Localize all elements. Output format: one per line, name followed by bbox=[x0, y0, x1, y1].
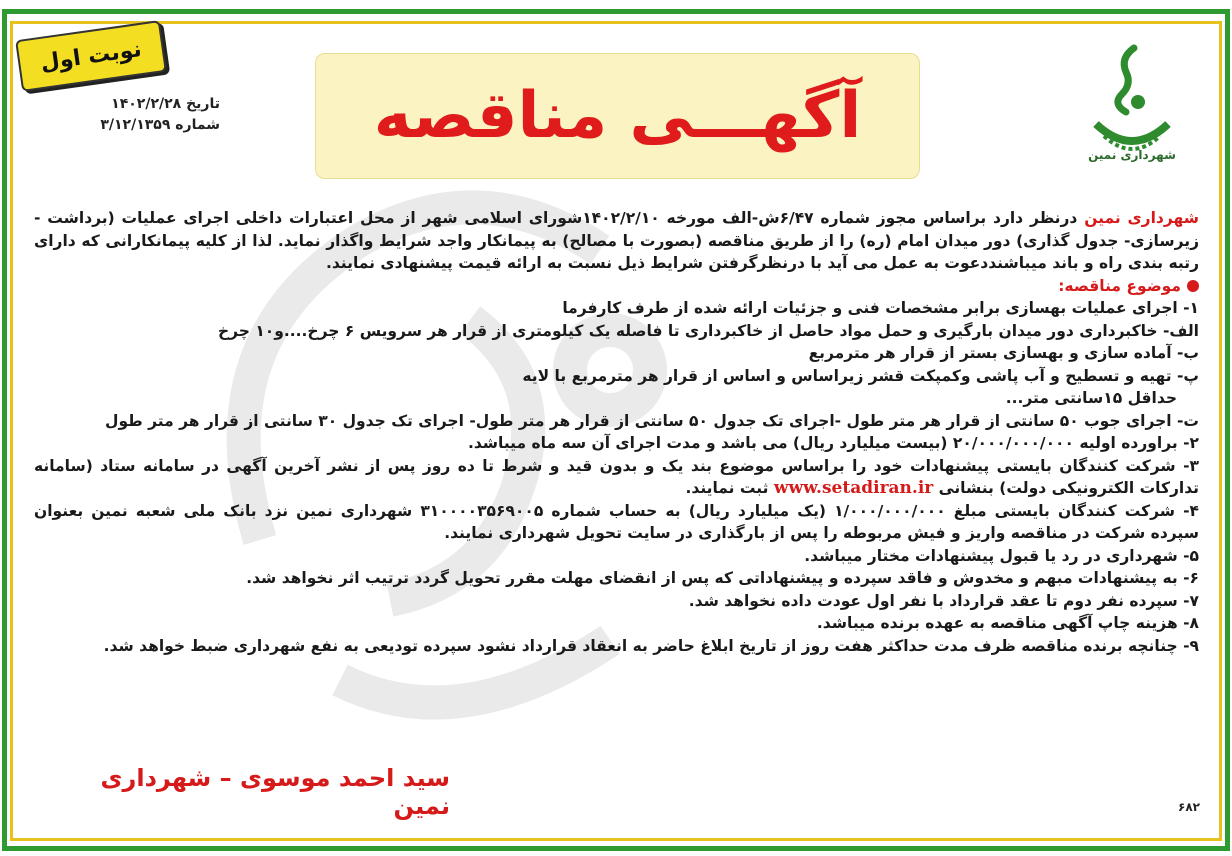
item3-suffix: ثبت نمایند. bbox=[685, 479, 774, 497]
list-item: ۱- اجرای عملیات بهسازی برابر مشخصات فنی و جزئیات ارائه شده از طرف کارفرما bbox=[562, 299, 1199, 317]
list-item: حداقل ۱۵سانتی متر... bbox=[1005, 389, 1177, 407]
list-item: ۴- شرکت کنندگان بایستی مبلغ ۱/۰۰۰/۰۰۰/۰۰۰ (یک میلیارد ریال) به حساب شماره ۳۱۰۰۰۰۳۵۶۹۰۰۵ شهرداری نمین نزد بانک ملی شعبه نمین بعنوان سپرده شرکت در مناقصه واریز و فیش مربوطه را پس از بارگذاری در سایت تحویل شهرداری نمایند. bbox=[34, 501, 1199, 542]
list-item: ۲- براورده اولیه ۲۰/۰۰۰/۰۰۰/۰۰۰ (بیست میلیارد ریال) می باشد و مدت اجرای آن سه ماه میباشد. bbox=[467, 434, 1199, 452]
notice-meta bbox=[60, 94, 220, 136]
bullet-dot-icon bbox=[1187, 280, 1199, 292]
setadiran-link[interactable]: www.setadiran.ir bbox=[773, 478, 934, 498]
list-item: ۸- هزینه چاپ آگهی مناقصه به عهده برنده میباشد. bbox=[816, 614, 1199, 632]
notice-number: شماره ۳/۱۲/۱۳۵۹ bbox=[100, 117, 220, 133]
list-item: ب- آماده سازی و بهسازی بستر از قرار هر مترمربع bbox=[808, 344, 1199, 362]
section-title: موضوع مناقصه: bbox=[1058, 276, 1181, 295]
list-item: پ- تهیه و تسطیح و آب پاشی وکمپکت قشر زیراساس و اساس از قرار هر مترمربع با لایه bbox=[522, 366, 1199, 385]
list-item: ۶- به پیشنهادات مبهم و مخدوش و فاقد سپرده و پیشنهاداتی که پس از انقضای مهلت مقرر تحویل گردد ترتیب اثر نخواهد شد. bbox=[246, 569, 1199, 587]
badge-label: نوبت اول bbox=[38, 36, 144, 76]
logo-caption: شهرداری نمین bbox=[1088, 148, 1176, 162]
intro-text: درنظر دارد براساس مجوز شماره ۶/۴۷ش-الف مورخه ۱۴۰۲/۲/۱۰شورای اسلامی شهر از محل اعتبارات داخلی اجرای عملیات (برداشت - زیرسازی- جدول گذاری) دور میدان امام (ره) را از طریق مناقصه (بصورت با مصالح) به پیمانکار واجد شرایط واگذار نماید. لذا از کلیه پیمانکارانی که دارای رتبه بندی راه و باند میباشنددعوت به عمل می آید با درنظرگرفتن شرایط ذیل نسبت به ارائه قیمت پیشنهادی نمایند. bbox=[34, 209, 1199, 272]
notice-body bbox=[34, 207, 1199, 657]
signature: سید احمد موسوی – شهرداری نمین bbox=[100, 764, 450, 820]
list-item: الف- خاکبرداری دور میدان بارگیری و حمل مواد حاصل از خاکبرداری تا فاصله یک کیلومتری از قرار هر سرویس ۶ چرخ....و۱۰ چرخ bbox=[217, 321, 1199, 340]
page-title: آگهـــی مناقصه bbox=[373, 79, 862, 153]
list-item: ت- اجرای جوب ۵۰ سانتی از قرار هر متر طول -اجرای تک جدول ۵۰ سانتی از قرار هر متر طول- اجرای تک جدول ۳۰ سانتی از قرار هر متر طول bbox=[105, 411, 1199, 430]
list-item bbox=[34, 455, 1199, 500]
list-item: ۵- شهرداری در رد یا قبول پیشنهادات مختار میباشد. bbox=[804, 546, 1199, 565]
item3-text: ۳- شرکت کنندگان بایستی پیشنهادات خود را براساس موضوع بند یک و بدون قید و شرط تا ده روز پس از نشر آخرین آگهی در سامانه ستاد (سامانه تدارکات الکترونیکی دولت) بنشانی bbox=[34, 456, 1199, 497]
section-heading bbox=[34, 275, 1199, 298]
org-name: شهرداری نمین bbox=[1084, 209, 1199, 227]
title-box bbox=[315, 53, 920, 179]
notice-date: تاریخ ۱۴۰۲/۲/۲۸ bbox=[111, 96, 220, 112]
intro-paragraph bbox=[34, 207, 1199, 275]
list-item: ۹- چنانچه برنده مناقصه ظرف مدت حداکثر هفت روز از تاریخ ابلاغ حاضر به انعقاد قرارداد نشود سپرده تودیعی به نفع شهرداری ضبط خواهد شد. bbox=[103, 636, 1199, 655]
notice-code: ۶۸۲ bbox=[1178, 800, 1200, 814]
list-item: ۷- سپرده نفر دوم تا عقد قرارداد با نفر اول عودت داده نخواهد شد. bbox=[688, 591, 1199, 610]
